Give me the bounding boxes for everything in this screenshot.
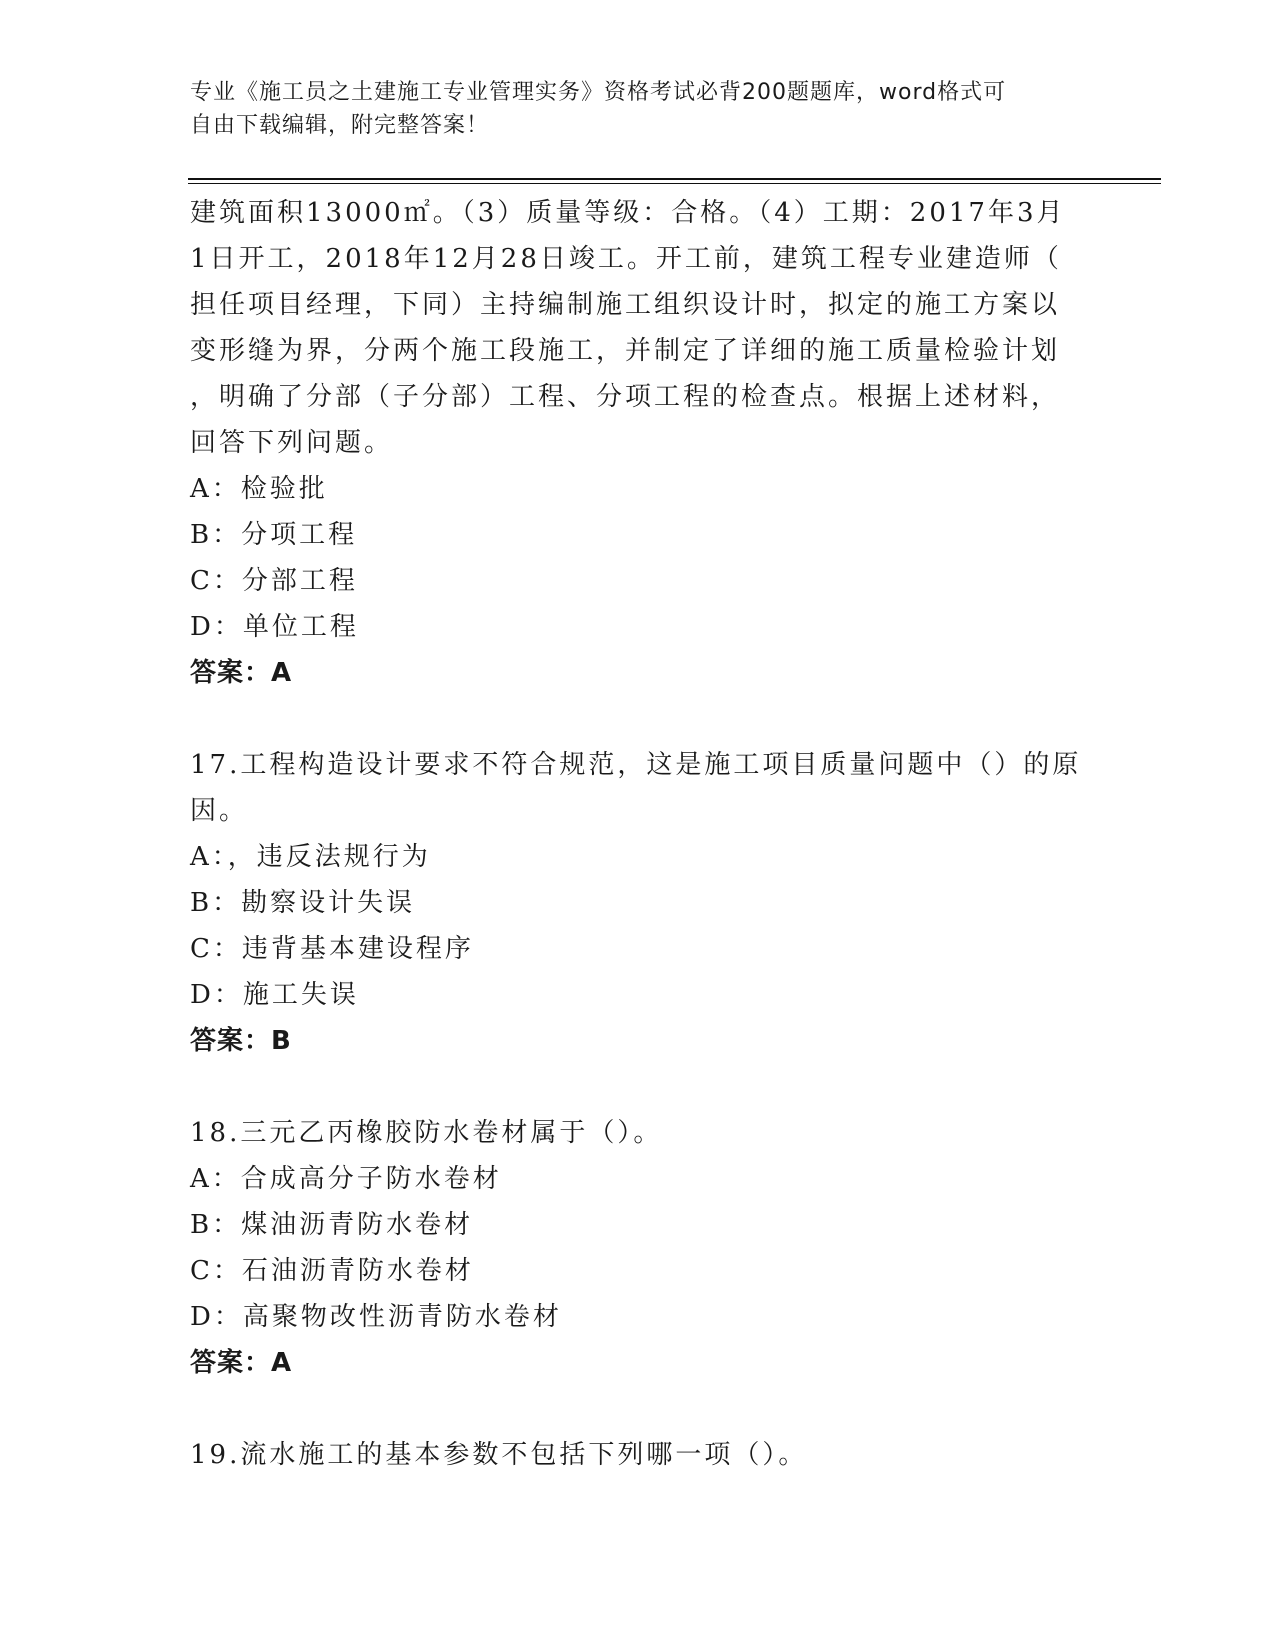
document-body: [190, 190, 1090, 1478]
spacer: [190, 1064, 1090, 1110]
option-a: A：检验批: [190, 474, 328, 504]
question-text-line: 17.工程构造设计要求不符合规范，这是施工项目质量问题中（）的原: [190, 750, 1082, 780]
question-text-line: 回答下列问题。: [190, 428, 394, 458]
option-a: A：，违反法规行为: [190, 842, 431, 872]
question-text-line: 18.三元乙丙橡胶防水卷材属于（）。: [190, 1118, 663, 1148]
question-text-line: 因。: [190, 796, 249, 826]
spacer: [190, 1386, 1090, 1432]
option-c: C：分部工程: [190, 566, 358, 596]
answer-line: 答案：A: [190, 658, 293, 688]
question-text-line: 1日开工，2018年12月28日竣工。开工前，建筑工程专业建造师（: [190, 244, 1062, 274]
option-c: C：石油沥青防水卷材: [190, 1256, 474, 1286]
question-text-line: 担任项目经理，下同）主持编制施工组织设计时，拟定的施工方案以: [190, 290, 1061, 320]
question-18: [190, 1110, 1090, 1386]
option-d: D：施工失误: [190, 980, 359, 1010]
option-a: A：合成高分子防水卷材: [190, 1164, 502, 1194]
question-19: [190, 1432, 1090, 1478]
option-c: C：违背基本建设程序: [190, 934, 474, 964]
question-17: [190, 742, 1090, 1064]
question-text-line: ，明确了分部（子分部）工程、分项工程的检查点。根据上述材料，: [190, 382, 1061, 412]
answer-line: 答案：A: [190, 1348, 293, 1378]
header-divider: [188, 178, 1161, 184]
document-header: [190, 76, 1090, 142]
option-d: D：单位工程: [190, 612, 359, 642]
option-d: D：高聚物改性沥青防水卷材: [190, 1302, 562, 1332]
question-text-line: 19.流水施工的基本参数不包括下列哪一项（）。: [190, 1440, 808, 1470]
option-b: B：煤油沥青防水卷材: [190, 1210, 474, 1240]
question-16-continued: [190, 190, 1090, 696]
header-line-1: 专业《施工员之土建施工专业管理实务》资格考试必背200题题库，word格式可: [190, 80, 1007, 105]
spacer: [190, 696, 1090, 742]
answer-line: 答案：B: [190, 1026, 292, 1056]
header-line-2: 自由下载编辑，附完整答案！: [190, 113, 490, 138]
option-b: B：勘察设计失误: [190, 888, 416, 918]
option-b: B：分项工程: [190, 520, 358, 550]
question-text-line: 建筑面积13000㎡。（3）质量等级：合格。（4）工期：2017年3月: [190, 198, 1066, 228]
question-text-line: 变形缝为界，分两个施工段施工，并制定了详细的施工质量检验计划: [190, 336, 1061, 366]
